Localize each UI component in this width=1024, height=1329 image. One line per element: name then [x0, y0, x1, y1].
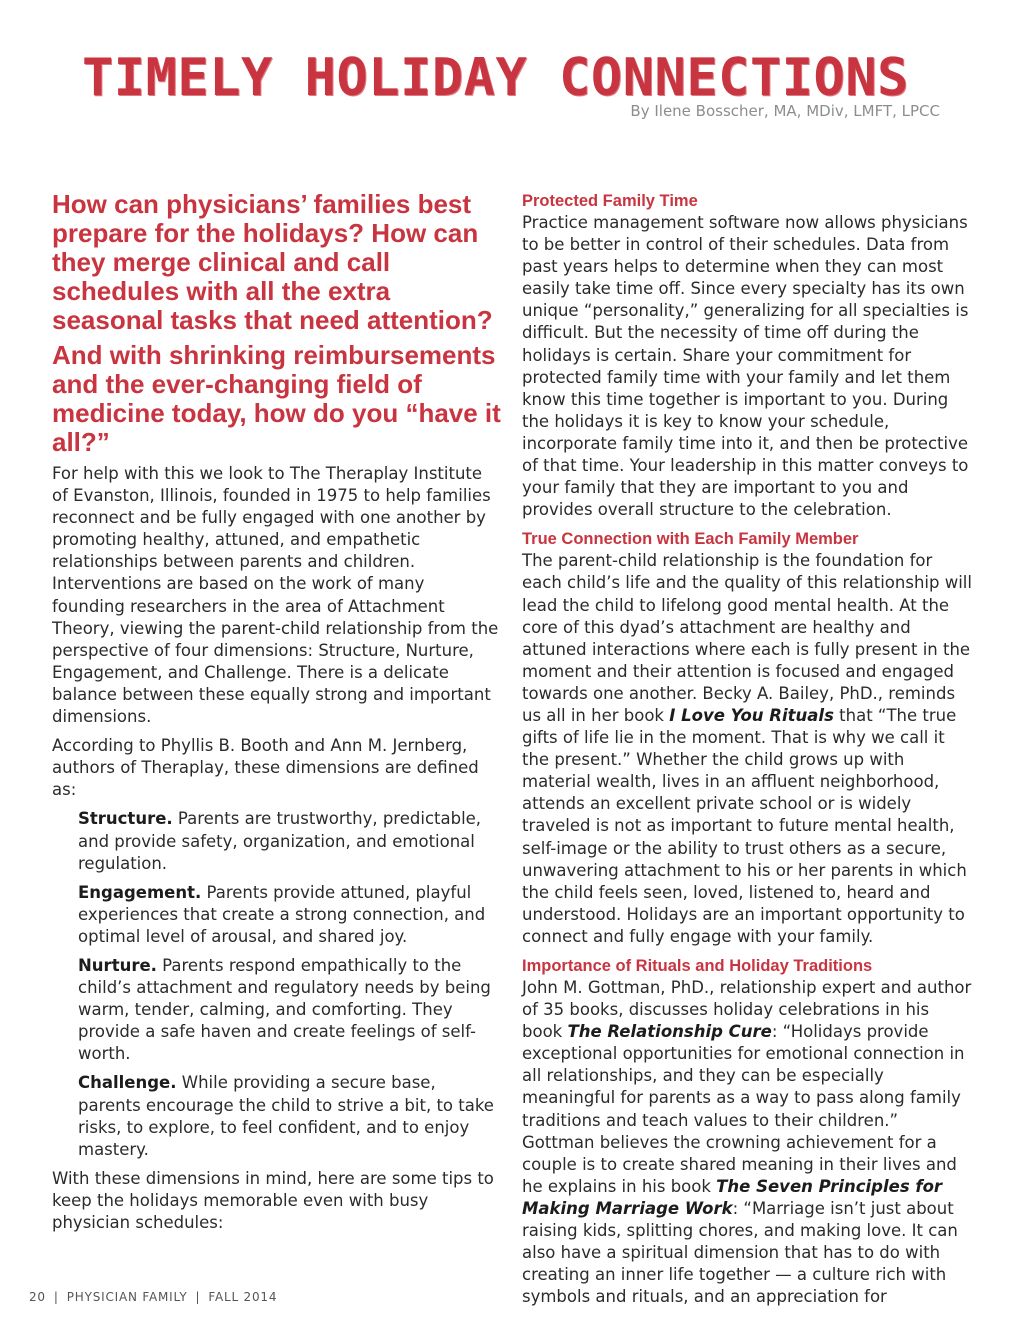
left-column: [52, 190, 502, 1241]
dimension-challenge: [78, 1072, 502, 1160]
deck-question-2: And with shrinking reimbursements and the ever-changing field of medicine today, how do you “have it all?”: [52, 340, 501, 457]
body-text: : “Marriage isn’t just about raising kids, splitting chores, and making love. It can also have a spiritual dimension that has to do with creating an inner life together — a culture rich with symbols and rituals, and an appreciation for: [522, 1198, 958, 1307]
right-column: [522, 190, 974, 1315]
section-body-rituals: [522, 977, 974, 1308]
body-text: : “Holidays provide exceptional opportunities for emotional connection in all relationships, and they can be especially meaningful for parents as a way to pass along family traditions and teach values to their children.” Gottman believes the crowning achievement for a couple is to create shared meaning in their lives and he explains in his book: [522, 1022, 965, 1196]
book-title: The Relationship Cure: [567, 1022, 772, 1042]
dimension-text: While providing a secure base, parents encourage the child to strive a bit, to take risks, to explore, to feel confident, and to enjoy mastery.: [78, 1073, 494, 1159]
dimension-term: Structure.: [78, 809, 173, 829]
body-text: John M. Gottman, PhD., relationship expert and author of 35 books, discusses holiday celebrations in his book: [522, 978, 972, 1042]
section-heading-protected-time: Protected Family Time: [522, 192, 698, 210]
body-text: The parent-child relationship is the foundation for each child’s life and the quality of this relationship will lead the child to lifelong good mental health. At the core of this dyad’s attachment are healthy and attuned interactions where each is fully present in the moment and their attention is focused and engaged towards one another. Becky A. Bailey, PhD., reminds us all in her book: [522, 551, 972, 725]
section-heading-rituals: Importance of Rituals and Holiday Traditions: [522, 957, 873, 975]
book-title: The Seven Principles for Making Marriage Work: [522, 1176, 943, 1218]
section-body-true-connection: [522, 550, 974, 948]
dimension-term: Challenge.: [78, 1073, 177, 1093]
publication-name: PHYSICIAN FAMILY: [66, 1290, 188, 1304]
deck-question-1: How can physicians’ families best prepare for the holidays? How can they merge clinical and call schedules with all the extra seasonal tasks that need attention?: [52, 189, 493, 335]
page-number: 20: [29, 1290, 46, 1304]
body-text: that “The true gifts of life lie in the moment. That is why we call it the present.” Whether the child grows up with material wealth, lives in an affluent neighborhood, attends an excellent private school or is widely traveled is not as important to future mental health, self-image or the ability to trust others as a secure, unwavering attachment to his or her parents in which the child feels seen, loved, listened to, heard and understood. Holidays are an important opportunity to connect and fully engage with your family.: [522, 705, 967, 946]
dimension-text: Parents provide attuned, playful experiences that create a strong connection, and optimal level of arousal, and shared joy.: [78, 882, 486, 946]
section-heading-true-connection: True Connection with Each Family Member: [522, 530, 859, 549]
dimension-structure: [78, 808, 502, 874]
according-paragraph: According to Phyllis B. Booth and Ann M. Jernberg, authors of Theraplay, these dimensions are defined as:: [52, 736, 479, 800]
section-body-protected-time: Practice management software now allows physicians to be better in control of their schedules. Data from past years helps to determine when they can most easily take time off. Since every specialty has its own unique “personality,” generalizing for all specialties is difficult. But the necessity of time off during the holidays is certain. Share your commitment for protected family time with your family and let them know this time together is important to you. During the holidays it is key to know your schedule, incorporate family time into it, and then be protective of that time. Your leadership in this matter conveys to your family that they are important to you and provides overall structure to the celebration.: [522, 213, 969, 520]
page-footer: [29, 1290, 277, 1304]
dimension-term: Engagement.: [78, 882, 202, 902]
issue-date: FALL 2014: [208, 1290, 278, 1304]
dimension-engagement: [78, 882, 502, 948]
intro-paragraph: For help with this we look to The Theraplay Institute of Evanston, Illinois, founded in 1975 to help families reconnect and be fully engaged with one another by promoting healthy, attuned, and empathetic relationships between parents and children. Interventions are based on the work of many founding researchers in the area of Attachment Theory, viewing the parent-child relationship from the perspective of four dimensions: Structure, Nurture, Engagement, and Challenge. There is a delicate balance between these equally strong and important dimensions.: [52, 464, 499, 727]
article-title: TIMELY HOLIDAY CONNECTIONS: [82, 48, 909, 108]
dimension-text: Parents are trustworthy, predictable, and provide safety, organization, and emotional regulation.: [78, 809, 482, 873]
footer-divider: |: [195, 1290, 201, 1304]
dimension-term: Nurture.: [78, 955, 157, 975]
byline: By Ilene Bosscher, MA, MDiv, LMFT, LPCC: [630, 102, 940, 120]
dimension-text: Parents respond empathically to the child’s attachment and regulatory needs by being warm, tender, calming, and comforting. They provide a safe haven and create feelings of self-worth.: [78, 955, 491, 1064]
footer-divider: |: [53, 1290, 59, 1304]
book-title: I Love You Rituals: [669, 705, 834, 725]
dimension-nurture: [78, 955, 502, 1065]
closing-paragraph: With these dimensions in mind, here are some tips to keep the holidays memorable even with busy physician schedules:: [52, 1168, 494, 1232]
